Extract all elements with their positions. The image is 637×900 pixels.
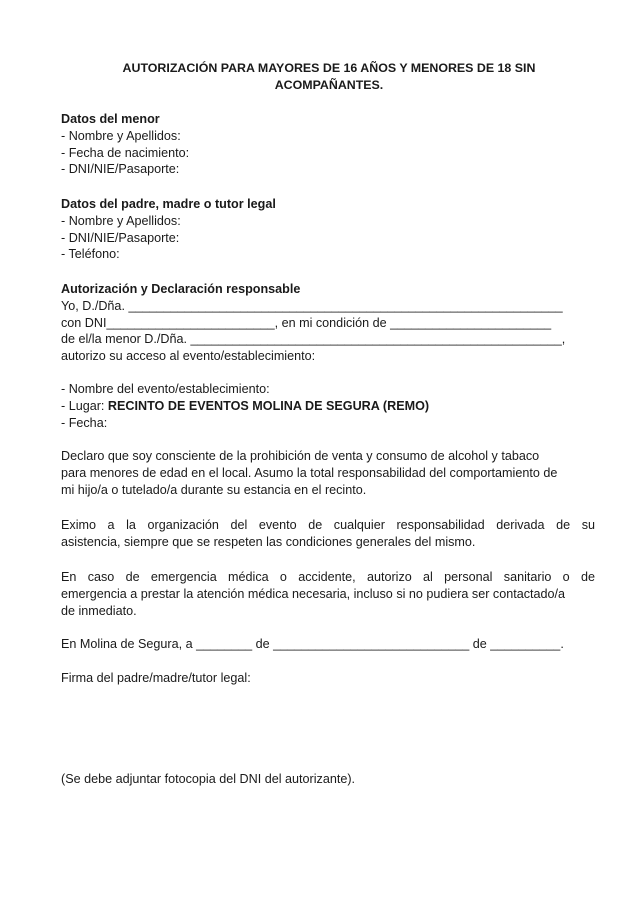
place-date-line: En Molina de Segura, a ________ de ____________________________ de __________. <box>61 637 564 651</box>
guardian-name-field: - Nombre y Apellidos: <box>61 213 181 228</box>
event-name-field: - Nombre del evento/establecimiento: <box>61 382 270 396</box>
authorization-line-dni: con DNI________________________, en mi condición de _______________________ <box>61 315 552 330</box>
authorization-section <box>61 281 595 365</box>
footnote-section <box>61 771 595 788</box>
emergency-paragraph <box>61 569 595 619</box>
exemption-line-1: Eximo a la organización del evento de cualquier responsabilidad derivada de su <box>61 518 595 532</box>
guardian-data-section <box>61 196 595 263</box>
declaration-line-1: Declaro que soy consciente de la prohibición de venta y consumo de alcohol y tabaco <box>61 449 540 463</box>
signature-section <box>61 670 595 687</box>
authorization-line-access: autorizo su acceso al evento/establecimiento: <box>61 349 316 364</box>
emergency-line-1: En caso de emergencia médica o accidente, autorizo al personal sanitario o de <box>61 570 595 584</box>
authorization-line-name: Yo, D./Dña. ______________________________________________________________ <box>61 298 563 313</box>
minor-section-heading: Datos del menor <box>61 112 160 126</box>
authorization-line-minor: de el/la menor D./Dña. _____________________________________________________, <box>61 332 566 347</box>
title-line-2: ACOMPAÑANTES. <box>274 78 384 92</box>
document-title <box>100 60 558 94</box>
minor-id-field: - DNI/NIE/Pasaporte: <box>61 162 180 177</box>
guardian-phone-field: - Teléfono: <box>61 247 120 262</box>
event-place-value: RECINTO DE EVENTOS MOLINA DE SEGURA (REMO) <box>107 398 430 413</box>
signature-label: Firma del padre/madre/tutor legal: <box>61 671 251 685</box>
event-place-field <box>61 398 595 415</box>
exemption-paragraph <box>61 517 595 551</box>
guardian-section-heading: Datos del padre, madre o tutor legal <box>61 197 276 211</box>
event-section <box>61 381 595 431</box>
title-line-1: AUTORIZACIÓN PARA MAYORES DE 16 AÑOS Y MENORES DE 18 SIN <box>122 61 536 75</box>
event-date-field: - Fecha: <box>61 415 108 430</box>
place-date-section <box>61 636 595 653</box>
declaration-line-3: mi hijo/a o tutelado/a durante su estancia en el recinto. <box>61 482 367 497</box>
footnote-text: (Se debe adjuntar fotocopia del DNI del autorizante). <box>61 772 356 786</box>
event-place-label: - Lugar: <box>61 398 108 413</box>
minor-name-field: - Nombre y Apellidos: <box>61 128 181 143</box>
guardian-id-field: - DNI/NIE/Pasaporte: <box>61 230 180 245</box>
emergency-line-2: emergencia a prestar la atención médica necesaria, incluso si no pudiera ser contactado/a <box>61 586 566 601</box>
minor-data-section <box>61 111 595 178</box>
declaration-line-2: para menores de edad en el local. Asumo la total responsabilidad del comportamiento de <box>61 465 558 480</box>
authorization-heading: Autorización y Declaración responsable <box>61 282 301 296</box>
emergency-line-3: de inmediato. <box>61 603 137 618</box>
declaration-paragraph <box>61 448 595 498</box>
minor-birthdate-field: - Fecha de nacimiento: <box>61 145 190 160</box>
exemption-line-2: asistencia, siempre que se respeten las condiciones generales del mismo. <box>61 534 476 549</box>
